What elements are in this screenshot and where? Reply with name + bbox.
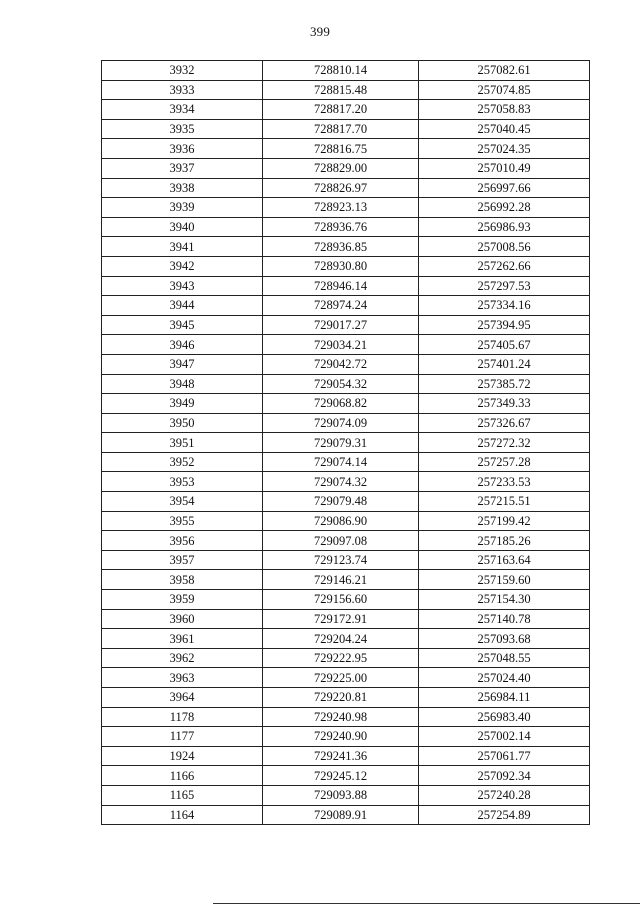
y-coordinate-cell: 257257.28 <box>419 452 590 472</box>
table-row <box>102 727 590 747</box>
table-row <box>102 531 590 551</box>
y-coordinate-cell: 257297.53 <box>419 276 590 296</box>
point-id-cell: 1924 <box>102 746 263 766</box>
point-id-cell: 3945 <box>102 315 263 335</box>
x-coordinate-cell: 728815.48 <box>263 80 419 100</box>
x-coordinate-cell: 729146.21 <box>263 570 419 590</box>
x-coordinate-cell: 729034.21 <box>263 335 419 355</box>
y-coordinate-cell: 256986.93 <box>419 217 590 237</box>
table-row <box>102 452 590 472</box>
x-coordinate-cell: 728817.20 <box>263 100 419 120</box>
point-id-cell: 3964 <box>102 688 263 708</box>
point-id-cell: 1165 <box>102 785 263 805</box>
table-row <box>102 570 590 590</box>
point-id-cell: 1166 <box>102 766 263 786</box>
y-coordinate-cell: 256984.11 <box>419 688 590 708</box>
y-coordinate-cell: 257163.64 <box>419 550 590 570</box>
table-row <box>102 256 590 276</box>
table-row <box>102 315 590 335</box>
x-coordinate-cell: 729097.08 <box>263 531 419 551</box>
y-coordinate-cell: 257024.40 <box>419 668 590 688</box>
x-coordinate-cell: 729220.81 <box>263 688 419 708</box>
point-id-cell: 3962 <box>102 648 263 668</box>
x-coordinate-cell: 729093.88 <box>263 785 419 805</box>
table-row <box>102 335 590 355</box>
y-coordinate-cell: 257093.68 <box>419 629 590 649</box>
point-id-cell: 3955 <box>102 511 263 531</box>
coordinates-table-body <box>102 61 590 825</box>
y-coordinate-cell: 257334.16 <box>419 296 590 316</box>
table-row <box>102 590 590 610</box>
y-coordinate-cell: 257326.67 <box>419 413 590 433</box>
y-coordinate-cell: 257385.72 <box>419 374 590 394</box>
coordinates-table <box>101 60 590 825</box>
y-coordinate-cell: 257140.78 <box>419 609 590 629</box>
x-coordinate-cell: 729240.98 <box>263 707 419 727</box>
point-id-cell: 3933 <box>102 80 263 100</box>
bottom-rule <box>213 903 640 904</box>
y-coordinate-cell: 257394.95 <box>419 315 590 335</box>
x-coordinate-cell: 728817.70 <box>263 119 419 139</box>
y-coordinate-cell: 257024.35 <box>419 139 590 159</box>
table-row <box>102 472 590 492</box>
x-coordinate-cell: 728936.85 <box>263 237 419 257</box>
table-row <box>102 276 590 296</box>
point-id-cell: 3937 <box>102 158 263 178</box>
point-id-cell: 3947 <box>102 354 263 374</box>
y-coordinate-cell: 257262.66 <box>419 256 590 276</box>
x-coordinate-cell: 729245.12 <box>263 766 419 786</box>
x-coordinate-cell: 729074.09 <box>263 413 419 433</box>
y-coordinate-cell: 257401.24 <box>419 354 590 374</box>
x-coordinate-cell: 728974.24 <box>263 296 419 316</box>
point-id-cell: 3941 <box>102 237 263 257</box>
point-id-cell: 1177 <box>102 727 263 747</box>
table-row <box>102 139 590 159</box>
y-coordinate-cell: 257159.60 <box>419 570 590 590</box>
point-id-cell: 3946 <box>102 335 263 355</box>
table-row <box>102 413 590 433</box>
y-coordinate-cell: 257074.85 <box>419 80 590 100</box>
x-coordinate-cell: 729156.60 <box>263 590 419 610</box>
point-id-cell: 3950 <box>102 413 263 433</box>
x-coordinate-cell: 729204.24 <box>263 629 419 649</box>
x-coordinate-cell: 728936.76 <box>263 217 419 237</box>
table-row <box>102 119 590 139</box>
x-coordinate-cell: 728923.13 <box>263 198 419 218</box>
point-id-cell: 1164 <box>102 805 263 825</box>
point-id-cell: 3956 <box>102 531 263 551</box>
table-row <box>102 511 590 531</box>
point-id-cell: 3949 <box>102 394 263 414</box>
point-id-cell: 3938 <box>102 178 263 198</box>
point-id-cell: 3943 <box>102 276 263 296</box>
table-row <box>102 609 590 629</box>
x-coordinate-cell: 729068.82 <box>263 394 419 414</box>
table-row <box>102 629 590 649</box>
x-coordinate-cell: 728946.14 <box>263 276 419 296</box>
x-coordinate-cell: 728930.80 <box>263 256 419 276</box>
y-coordinate-cell: 257185.26 <box>419 531 590 551</box>
y-coordinate-cell: 257040.45 <box>419 119 590 139</box>
point-id-cell: 3951 <box>102 433 263 453</box>
point-id-cell: 3932 <box>102 61 263 81</box>
y-coordinate-cell: 257061.77 <box>419 746 590 766</box>
table-row <box>102 550 590 570</box>
table-row <box>102 805 590 825</box>
point-id-cell: 3963 <box>102 668 263 688</box>
x-coordinate-cell: 728829.00 <box>263 158 419 178</box>
table-row <box>102 237 590 257</box>
y-coordinate-cell: 257233.53 <box>419 472 590 492</box>
x-coordinate-cell: 729079.48 <box>263 492 419 512</box>
table-row <box>102 707 590 727</box>
point-id-cell: 3959 <box>102 590 263 610</box>
y-coordinate-cell: 257082.61 <box>419 61 590 81</box>
y-coordinate-cell: 257405.67 <box>419 335 590 355</box>
x-coordinate-cell: 729086.90 <box>263 511 419 531</box>
point-id-cell: 3935 <box>102 119 263 139</box>
point-id-cell: 3952 <box>102 452 263 472</box>
x-coordinate-cell: 728826.97 <box>263 178 419 198</box>
table-row <box>102 178 590 198</box>
y-coordinate-cell: 257240.28 <box>419 785 590 805</box>
y-coordinate-cell: 257002.14 <box>419 727 590 747</box>
x-coordinate-cell: 729222.95 <box>263 648 419 668</box>
y-coordinate-cell: 257215.51 <box>419 492 590 512</box>
page-number: 399 <box>309 24 331 39</box>
point-id-cell: 3936 <box>102 139 263 159</box>
x-coordinate-cell: 729054.32 <box>263 374 419 394</box>
table-row <box>102 394 590 414</box>
point-id-cell: 3953 <box>102 472 263 492</box>
y-coordinate-cell: 257154.30 <box>419 590 590 610</box>
y-coordinate-cell: 257092.34 <box>419 766 590 786</box>
x-coordinate-cell: 729172.91 <box>263 609 419 629</box>
x-coordinate-cell: 729074.14 <box>263 452 419 472</box>
table-row <box>102 198 590 218</box>
table-row <box>102 100 590 120</box>
x-coordinate-cell: 729089.91 <box>263 805 419 825</box>
y-coordinate-cell: 257272.32 <box>419 433 590 453</box>
y-coordinate-cell: 257254.89 <box>419 805 590 825</box>
point-id-cell: 3940 <box>102 217 263 237</box>
table-row <box>102 492 590 512</box>
y-coordinate-cell: 257349.33 <box>419 394 590 414</box>
table-row <box>102 296 590 316</box>
point-id-cell: 3954 <box>102 492 263 512</box>
table-row <box>102 648 590 668</box>
x-coordinate-cell: 729074.32 <box>263 472 419 492</box>
x-coordinate-cell: 729123.74 <box>263 550 419 570</box>
point-id-cell: 3960 <box>102 609 263 629</box>
x-coordinate-cell: 729079.31 <box>263 433 419 453</box>
x-coordinate-cell: 729042.72 <box>263 354 419 374</box>
y-coordinate-cell: 256983.40 <box>419 707 590 727</box>
point-id-cell: 3944 <box>102 296 263 316</box>
table-row <box>102 433 590 453</box>
x-coordinate-cell: 728810.14 <box>263 61 419 81</box>
y-coordinate-cell: 257008.56 <box>419 237 590 257</box>
y-coordinate-cell: 257010.49 <box>419 158 590 178</box>
table-row <box>102 80 590 100</box>
x-coordinate-cell: 728816.75 <box>263 139 419 159</box>
x-coordinate-cell: 729225.00 <box>263 668 419 688</box>
y-coordinate-cell: 257048.55 <box>419 648 590 668</box>
point-id-cell: 3948 <box>102 374 263 394</box>
table-row <box>102 354 590 374</box>
table-row <box>102 688 590 708</box>
table-row <box>102 61 590 81</box>
table-row <box>102 158 590 178</box>
table-row <box>102 785 590 805</box>
y-coordinate-cell: 257199.42 <box>419 511 590 531</box>
table-row <box>102 766 590 786</box>
point-id-cell: 3942 <box>102 256 263 276</box>
x-coordinate-cell: 729017.27 <box>263 315 419 335</box>
table-row <box>102 217 590 237</box>
point-id-cell: 3939 <box>102 198 263 218</box>
y-coordinate-cell: 256992.28 <box>419 198 590 218</box>
y-coordinate-cell: 256997.66 <box>419 178 590 198</box>
table-row <box>102 374 590 394</box>
point-id-cell: 1178 <box>102 707 263 727</box>
table-row <box>102 668 590 688</box>
point-id-cell: 3934 <box>102 100 263 120</box>
point-id-cell: 3958 <box>102 570 263 590</box>
x-coordinate-cell: 729240.90 <box>263 727 419 747</box>
table-row <box>102 746 590 766</box>
point-id-cell: 3961 <box>102 629 263 649</box>
x-coordinate-cell: 729241.36 <box>263 746 419 766</box>
y-coordinate-cell: 257058.83 <box>419 100 590 120</box>
point-id-cell: 3957 <box>102 550 263 570</box>
